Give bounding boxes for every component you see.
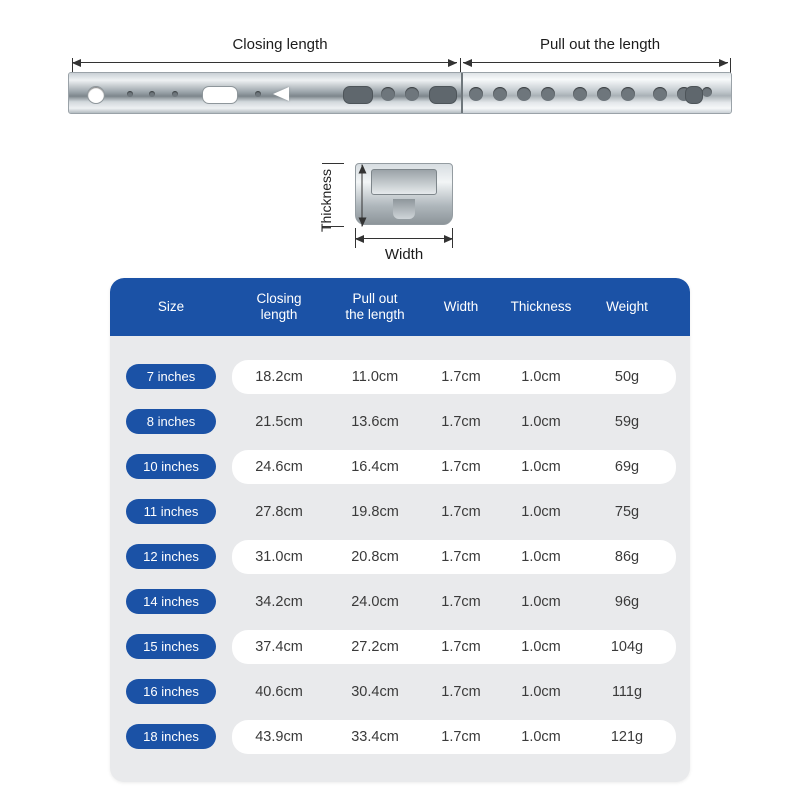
width-tick-left <box>355 228 356 248</box>
width-tick-right <box>452 228 453 248</box>
cell-thickness: 1.0cm <box>521 683 561 700</box>
rail-slot <box>343 86 373 104</box>
width-arrow <box>355 238 453 239</box>
spec-table <box>110 278 690 782</box>
row-values <box>232 405 676 439</box>
thickness-arrow <box>362 165 363 227</box>
cell-closing-length: 31.0cm <box>255 548 303 565</box>
rail-divider <box>461 73 463 113</box>
cell-thickness: 1.0cm <box>521 593 561 610</box>
width-label: Width <box>384 246 424 263</box>
table-row <box>110 489 690 534</box>
cell-size <box>110 634 232 659</box>
cell-size <box>110 409 232 434</box>
cell-closing-length: 40.6cm <box>255 683 303 700</box>
thickness-label: Thickness <box>318 168 334 232</box>
size-badge: 14 inches <box>126 589 216 614</box>
row-values <box>232 450 676 484</box>
cell-thickness: 1.0cm <box>521 548 561 565</box>
cell-width: 1.7cm <box>441 458 481 475</box>
cell-width: 1.7cm <box>441 728 481 745</box>
cell-pullout-length: 13.6cm <box>351 413 399 430</box>
cell-weight: 86g <box>614 548 640 565</box>
slide-rail-illustration <box>68 72 732 114</box>
cell-width: 1.7cm <box>441 638 481 655</box>
cell-pullout-length: 33.4cm <box>351 728 399 745</box>
column-header-pullout-line2: the length <box>345 307 405 322</box>
cell-weight: 59g <box>614 413 640 430</box>
rail-hole <box>493 87 507 101</box>
drawer-slide-diagram <box>0 0 800 270</box>
rail-hole <box>541 87 555 101</box>
row-values <box>232 630 676 664</box>
size-badge: 15 inches <box>126 634 216 659</box>
cell-thickness: 1.0cm <box>521 503 561 520</box>
rail-slot <box>685 86 703 104</box>
table-body <box>110 336 690 769</box>
cell-pullout-length: 30.4cm <box>351 683 399 700</box>
cell-width: 1.7cm <box>441 593 481 610</box>
cell-pullout-length: 27.2cm <box>351 638 399 655</box>
size-badge: 16 inches <box>126 679 216 704</box>
column-header-width: Width <box>443 299 479 315</box>
cell-thickness: 1.0cm <box>521 368 561 385</box>
cell-width: 1.7cm <box>441 368 481 385</box>
cell-pullout-length: 20.8cm <box>351 548 399 565</box>
column-header-thickness: Thickness <box>510 299 572 315</box>
cell-closing-length: 21.5cm <box>255 413 303 430</box>
closing-length-label: Closing length <box>232 36 328 53</box>
size-badge: 18 inches <box>126 724 216 749</box>
rail-hole <box>517 87 531 101</box>
row-values <box>232 495 676 529</box>
table-header-row <box>110 278 690 336</box>
size-badge: 12 inches <box>126 544 216 569</box>
table-row <box>110 444 690 489</box>
cell-weight: 121g <box>610 728 644 745</box>
cell-closing-length: 24.6cm <box>255 458 303 475</box>
cell-weight: 69g <box>614 458 640 475</box>
row-values <box>232 720 676 754</box>
cross-section-illustration <box>355 163 453 225</box>
cell-size <box>110 724 232 749</box>
rail-hole <box>621 87 635 101</box>
cell-weight: 96g <box>614 593 640 610</box>
column-header-weight: Weight <box>606 299 648 315</box>
cell-weight: 50g <box>614 368 640 385</box>
column-header-closing-line1: Closing <box>256 291 302 307</box>
rail-hole <box>149 91 155 97</box>
cross-section-channel <box>371 169 437 195</box>
cell-closing-length: 18.2cm <box>255 368 303 385</box>
rail-hole <box>405 87 419 101</box>
rail-slot <box>202 86 238 104</box>
size-badge: 11 inches <box>126 499 216 524</box>
cross-section-notch <box>393 199 415 219</box>
cell-size <box>110 499 232 524</box>
size-badge: 7 inches <box>126 364 216 389</box>
rail-hole <box>597 87 611 101</box>
rail-hole <box>573 87 587 101</box>
size-badge: 10 inches <box>126 454 216 479</box>
cell-closing-length: 37.4cm <box>255 638 303 655</box>
cell-size <box>110 589 232 614</box>
cell-thickness: 1.0cm <box>521 413 561 430</box>
rail-hole <box>381 87 395 101</box>
size-badge: 8 inches <box>126 409 216 434</box>
rail-hole <box>87 86 105 104</box>
cell-size <box>110 679 232 704</box>
row-values <box>232 585 676 619</box>
rail-hole <box>702 87 712 97</box>
cell-thickness: 1.0cm <box>521 458 561 475</box>
table-row <box>110 714 690 759</box>
rail-hole <box>469 87 483 101</box>
cell-width: 1.7cm <box>441 683 481 700</box>
rail-hole <box>653 87 667 101</box>
closing-length-arrow <box>72 62 457 63</box>
cell-width: 1.7cm <box>441 413 481 430</box>
row-values <box>232 675 676 709</box>
cell-weight: 75g <box>614 503 640 520</box>
column-header-closing-length <box>232 291 326 323</box>
cell-closing-length: 43.9cm <box>255 728 303 745</box>
table-row <box>110 624 690 669</box>
rail-slot <box>429 86 457 104</box>
cell-width: 1.7cm <box>441 548 481 565</box>
table-row <box>110 399 690 444</box>
pullout-length-label: Pull out the length <box>539 36 661 53</box>
cell-size <box>110 364 232 389</box>
rail-hole <box>127 91 133 97</box>
cell-pullout-length: 19.8cm <box>351 503 399 520</box>
column-header-pullout-line1: Pull out <box>352 291 398 307</box>
cell-size <box>110 544 232 569</box>
rail-hole <box>172 91 178 97</box>
cell-pullout-length: 11.0cm <box>351 368 399 385</box>
cell-thickness: 1.0cm <box>521 638 561 655</box>
table-row <box>110 579 690 624</box>
cell-size <box>110 454 232 479</box>
cell-pullout-length: 24.0cm <box>351 593 399 610</box>
column-header-size: Size <box>157 299 185 315</box>
cell-thickness: 1.0cm <box>521 728 561 745</box>
column-header-pullout-length <box>326 291 424 323</box>
thickness-tick-top <box>322 163 344 164</box>
cell-closing-length: 34.2cm <box>255 593 303 610</box>
pullout-length-arrow <box>463 62 728 63</box>
table-row <box>110 534 690 579</box>
rail-hole <box>255 91 261 97</box>
row-values <box>232 540 676 574</box>
table-row <box>110 669 690 714</box>
row-values <box>232 360 676 394</box>
rail-arrow-marker <box>273 87 289 101</box>
column-header-closing-line2: length <box>260 307 298 322</box>
table-row <box>110 354 690 399</box>
cell-pullout-length: 16.4cm <box>351 458 399 475</box>
cell-weight: 111g <box>611 683 643 700</box>
cell-weight: 104g <box>610 638 644 655</box>
cell-width: 1.7cm <box>441 503 481 520</box>
cell-closing-length: 27.8cm <box>255 503 303 520</box>
